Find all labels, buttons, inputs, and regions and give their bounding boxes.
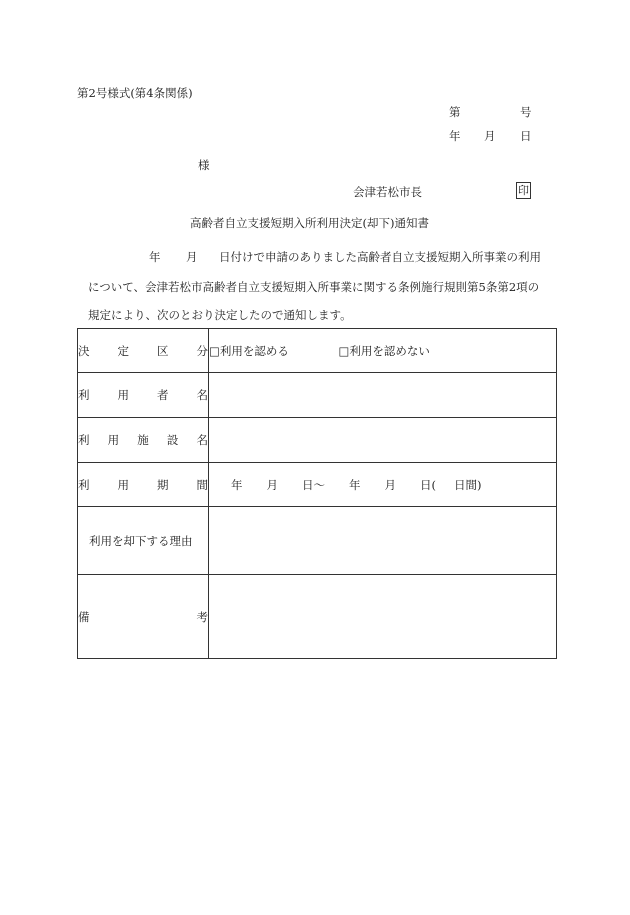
table-row <box>78 463 557 507</box>
label-char: 施 <box>137 433 149 447</box>
row-label <box>78 575 209 659</box>
label-char: 用 <box>117 477 129 492</box>
period-end-month: 月 <box>384 477 396 492</box>
issuer-name: 会津若松市長 <box>353 185 422 199</box>
table-row <box>78 329 557 373</box>
table-row <box>78 575 557 659</box>
document-title: 高齢者自立支援短期入所利用決定(却下)通知書 <box>190 216 429 230</box>
period-end-day: 日( <box>420 477 436 492</box>
label-usage-period <box>78 477 208 493</box>
label-char: 分 <box>196 343 208 358</box>
body-line-2: について、会津若松市高齢者自立支援短期入所事業に関する条例施行規則第5条第2項の <box>88 280 540 294</box>
label-char: 利 <box>78 388 90 402</box>
date-month-label: 月 <box>484 129 496 143</box>
document-number-prefix: 第 <box>449 105 461 119</box>
user-name-field[interactable] <box>209 373 557 418</box>
label-remarks <box>78 609 208 625</box>
label-user-name <box>78 387 208 403</box>
approve-checkbox[interactable]: □利用を認める <box>209 343 289 358</box>
label-char: 名 <box>196 388 208 402</box>
period-start-day: 日〜 <box>302 477 325 492</box>
label-char: 利 <box>78 477 90 492</box>
form-number: 第2号様式(第4条関係) <box>77 86 193 100</box>
period-start-month: 月 <box>266 477 278 492</box>
period-start-year: 年 <box>231 477 243 492</box>
addressee-suffix: 様 <box>198 158 210 172</box>
usage-period-field[interactable] <box>209 463 557 507</box>
body-year-label: 年 <box>149 250 161 264</box>
rejection-reason-field[interactable] <box>209 507 557 575</box>
label-char: 考 <box>196 609 208 624</box>
label-char: 設 <box>166 433 179 447</box>
table-row <box>78 507 557 575</box>
row-label <box>78 373 209 418</box>
reject-checkbox[interactable]: □利用を認めない <box>338 343 430 358</box>
label-char: 区 <box>157 343 169 358</box>
label-rejection-reason: 利用を却下する理由 <box>89 533 193 548</box>
label-char: 備 <box>78 609 90 624</box>
body-month-label: 月 <box>186 250 198 264</box>
row-label <box>78 507 209 575</box>
label-char: 期 <box>157 477 169 492</box>
label-char: 用 <box>117 388 129 402</box>
body-line-1-text: 日付けで申請のありました高齢者自立支援短期入所事業の利用 <box>219 250 541 264</box>
document-number-suffix: 号 <box>520 105 532 119</box>
row-label <box>78 329 209 373</box>
label-char: 用 <box>107 433 120 447</box>
label-char: 定 <box>117 343 129 358</box>
remarks-field[interactable] <box>209 575 557 659</box>
label-facility-name <box>78 432 208 448</box>
period-days: 日間) <box>454 477 482 492</box>
label-decision <box>78 343 208 359</box>
decision-value-cell <box>209 329 557 373</box>
period-end-year: 年 <box>349 477 361 492</box>
table-row <box>78 418 557 463</box>
label-char: 利 <box>78 433 90 447</box>
label-char: 間 <box>196 477 208 492</box>
facility-name-field[interactable] <box>209 418 557 463</box>
label-char: 決 <box>78 343 90 358</box>
label-char: 名 <box>196 433 208 447</box>
body-line-3: 規定により、次のとおり決定したので通知します。 <box>88 308 352 322</box>
table-row <box>78 373 557 418</box>
seal-stamp: 印 <box>518 184 529 197</box>
decision-table <box>77 328 557 659</box>
date-day-label: 日 <box>520 129 532 143</box>
date-year-label: 年 <box>449 129 461 143</box>
row-label <box>78 463 209 507</box>
label-char: 者 <box>157 388 169 402</box>
row-label <box>78 418 209 463</box>
